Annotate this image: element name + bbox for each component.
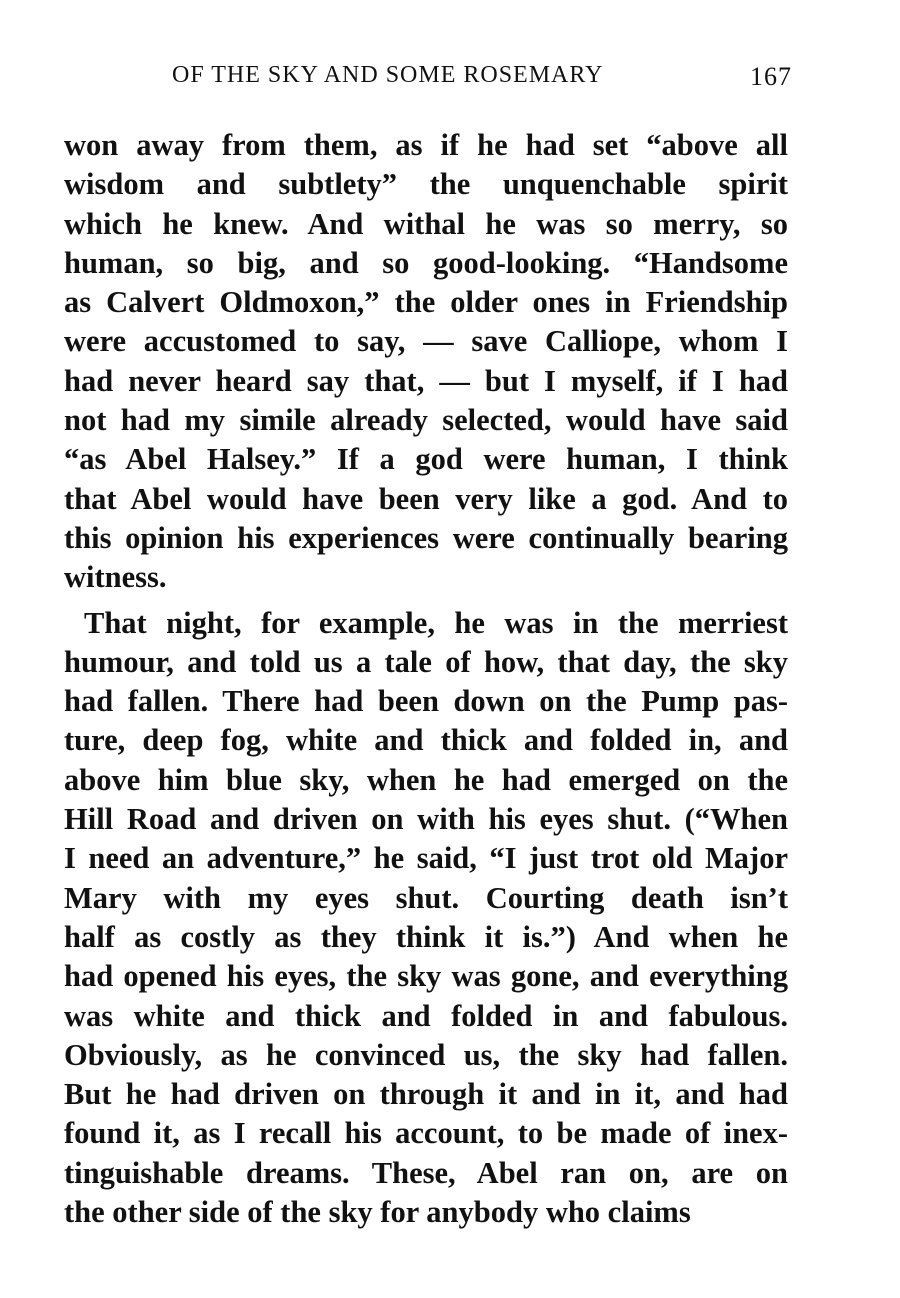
text-line: “as Abel Halsey.” If a god were human, I think bbox=[64, 442, 788, 477]
text-line: not had my simile already selected, would have said bbox=[64, 403, 788, 438]
text-line: I need an adventure,” he said, “I just trot old Major bbox=[64, 841, 788, 876]
text-line: had opened his eyes, the sky was gone, and everything bbox=[64, 959, 788, 994]
text-line: Obviously, as he convinced us, the sky had fallen. bbox=[64, 1037, 788, 1072]
text-line: But he had driven on through it and in it, and had bbox=[64, 1077, 788, 1112]
text-line: which he knew. And withal he was so merry, so bbox=[64, 206, 788, 241]
text-line: wisdom and subtlety” the unquenchable spirit bbox=[64, 167, 788, 202]
paragraph bbox=[64, 604, 788, 1233]
text-line: this opinion his experiences were continually bearing bbox=[64, 520, 788, 555]
body-text bbox=[64, 126, 788, 1232]
text-line: was white and thick and folded in and fabulous. bbox=[64, 998, 788, 1033]
text-line: Mary with my eyes shut. Courting death isn’t bbox=[64, 880, 788, 915]
text-line: witness. bbox=[64, 560, 167, 595]
text-line: the other side of the sky for anybody who claims bbox=[64, 1195, 691, 1230]
text-line: that Abel would have been very like a god. And to bbox=[64, 481, 788, 516]
text-line: ture, deep fog, white and thick and folded in, and bbox=[64, 723, 788, 758]
text-line: human, so big, and so good-looking. “Handsome bbox=[64, 245, 788, 280]
page-number: 167 bbox=[750, 62, 792, 91]
text-line: That night, for example, he was in the merriest bbox=[84, 605, 788, 640]
text-line: half as costly as they think it is.”) And when he bbox=[64, 919, 788, 954]
text-line: Hill Road and driven on with his eyes shut. (“When bbox=[64, 802, 788, 837]
running-title: OF THE SKY AND SOME ROSEMARY bbox=[172, 62, 604, 88]
paragraph bbox=[64, 126, 788, 598]
text-line: were accustomed to say, — save Calliope, whom I bbox=[64, 324, 788, 359]
text-line: had never heard say that, — but I myself, if I had bbox=[64, 363, 788, 398]
text-line: found it, as I recall his account, to be made of inex- bbox=[64, 1116, 788, 1151]
text-line: as Calvert Oldmoxon,” the older ones in Friendship bbox=[64, 285, 788, 320]
text-line: humour, and told us a tale of how, that day, the sky bbox=[64, 644, 788, 679]
running-head bbox=[172, 62, 792, 98]
text-line: had fallen. There had been down on the Pump pas- bbox=[64, 684, 788, 719]
text-line: above him blue sky, when he had emerged on the bbox=[64, 762, 788, 797]
text-line: tinguishable dreams. These, Abel ran on, are on bbox=[64, 1155, 788, 1190]
text-line: won away from them, as if he had set “above all bbox=[64, 128, 788, 162]
